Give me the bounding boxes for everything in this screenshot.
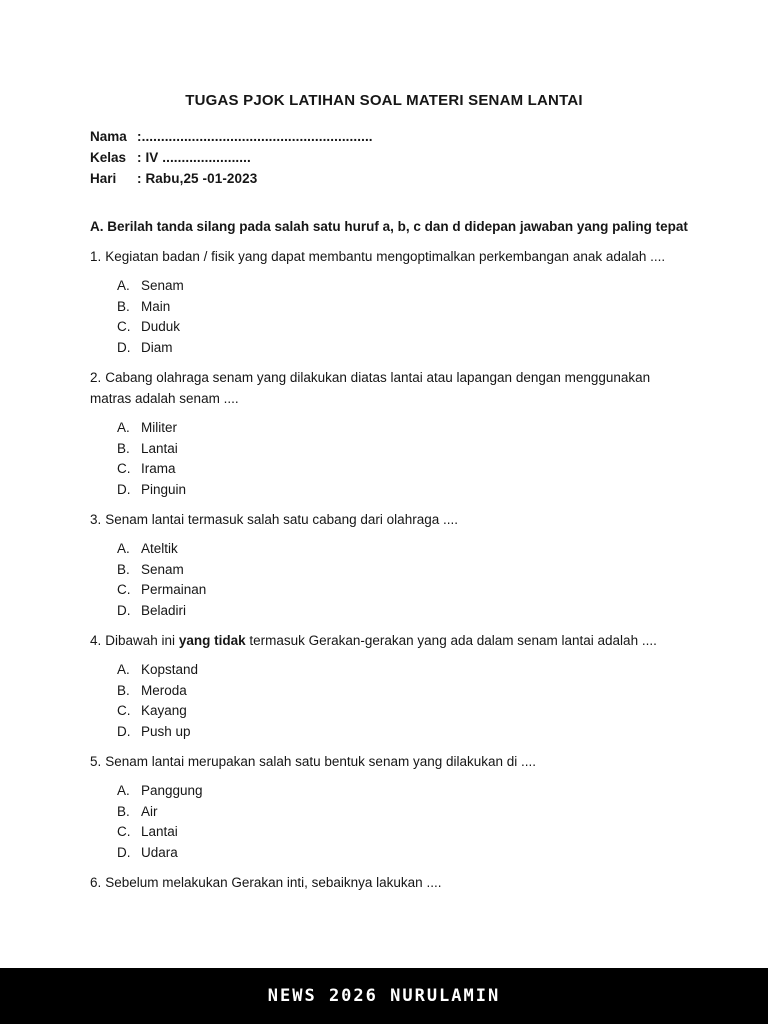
question-text-part: Sebelum melakukan Gerakan inti, sebaiknya lakukan .... (105, 875, 442, 890)
field-row-hari (90, 168, 718, 189)
question-text (90, 872, 715, 893)
option-letter: D. (117, 602, 131, 618)
question-text-part: Kegiatan badan / fisik yang dapat membantu mengoptimalkan perkembangan anak adalah .... (105, 249, 666, 264)
question-text (90, 751, 715, 772)
option-row (117, 781, 718, 802)
option-letter: C. (117, 824, 131, 839)
question-number: 6. (90, 875, 102, 890)
field-row-kelas (90, 147, 718, 168)
option-letter: B. (117, 682, 130, 698)
question-number: 3. (90, 512, 102, 527)
option-row (117, 681, 718, 702)
option-letter: B. (117, 440, 130, 456)
field-row-nama (90, 126, 718, 147)
options-list (117, 276, 718, 358)
question-text (90, 630, 715, 651)
option-label: Lantai (141, 440, 178, 456)
option-letter: D. (117, 339, 131, 355)
option-row (117, 802, 718, 823)
option-letter: C. (117, 703, 131, 718)
question-block-4 (90, 630, 718, 742)
question-text-part: Senam lantai termasuk salah satu cabang dari olahraga .... (105, 512, 458, 527)
question-text-part: Senam lantai merupakan salah satu bentuk senam yang dilakukan di .... (105, 754, 537, 769)
question-number: 2. (90, 370, 102, 385)
options-list (117, 418, 718, 500)
field-value-kelas: : IV ....................... (137, 150, 251, 165)
question-number: 4. (90, 633, 102, 648)
option-row (117, 276, 718, 297)
footer-text: NEWS 2026 NURULAMIN (267, 986, 501, 1006)
option-letter: C. (117, 461, 131, 476)
question-text-part: termasuk Gerakan-gerakan yang ada dalam senam lantai adalah .... (245, 633, 657, 648)
question-block-3 (90, 509, 718, 621)
option-letter: A. (117, 278, 130, 293)
option-letter: A. (117, 783, 130, 798)
option-row (117, 297, 718, 318)
field-label-kelas: Kelas (90, 150, 127, 165)
option-letter: D. (117, 723, 131, 739)
page-title: TUGAS PJOK LATIHAN SOAL MATERI SENAM LANTAI (185, 92, 583, 109)
options-list (117, 660, 718, 742)
option-row (117, 439, 718, 460)
question-text-bold: yang tidak (178, 633, 246, 648)
options-list (117, 539, 718, 621)
option-row (117, 338, 718, 359)
question-block-1 (90, 246, 718, 358)
question-block-6 (90, 872, 718, 893)
option-letter: C. (117, 582, 131, 597)
option-letter: D. (117, 481, 131, 497)
option-label: Kayang (141, 703, 187, 718)
option-letter: D. (117, 844, 131, 860)
option-row (117, 843, 718, 864)
question-block-2 (90, 367, 718, 500)
option-label: Irama (141, 461, 176, 476)
option-row (117, 722, 718, 743)
student-info-fields (90, 126, 718, 189)
question-block-5 (90, 751, 718, 863)
option-row (117, 539, 718, 560)
option-label: Main (141, 298, 171, 314)
option-label: Permainan (141, 582, 207, 597)
option-letter: A. (117, 541, 130, 556)
option-row (117, 480, 718, 501)
question-number: 5. (90, 754, 102, 769)
option-row (117, 580, 718, 601)
option-letter: C. (117, 319, 131, 334)
option-label: Militer (141, 420, 177, 435)
option-label: Ateltik (141, 541, 178, 556)
option-label: Pinguin (141, 481, 187, 497)
option-row (117, 317, 718, 338)
option-label: Push up (141, 723, 191, 739)
option-label: Senam (141, 278, 184, 293)
option-row (117, 601, 718, 622)
footer-bar (0, 968, 768, 1024)
question-text (90, 509, 715, 530)
option-label: Air (141, 803, 158, 819)
question-text-part: Cabang olahraga senam yang dilakukan diatas lantai atau lapangan dengan menggunakan matras adalah senam .... (90, 370, 651, 406)
option-letter: B. (117, 803, 130, 819)
field-value-nama: :............................................................ (137, 129, 373, 144)
option-row (117, 560, 718, 581)
field-label-nama: Nama (90, 129, 127, 144)
option-label: Beladiri (141, 602, 187, 618)
option-row (117, 822, 718, 843)
options-list (117, 781, 718, 863)
option-row (117, 459, 718, 480)
option-label: Panggung (141, 783, 203, 798)
question-text (90, 246, 715, 267)
section-a-heading: A. Berilah tanda silang pada salah satu huruf a, b, c dan d didepan jawaban yang paling tepat (90, 219, 688, 234)
option-label: Duduk (141, 319, 181, 334)
field-label-hari: Hari (90, 171, 117, 186)
option-label: Udara (141, 844, 178, 860)
option-row (117, 701, 718, 722)
option-letter: A. (117, 420, 130, 435)
option-row (117, 660, 718, 681)
question-text-part: Dibawah ini (105, 633, 179, 648)
field-value-hari: : Rabu,25 -01-2023 (137, 171, 258, 186)
option-label: Diam (141, 339, 173, 355)
option-label: Senam (141, 561, 184, 577)
option-label: Kopstand (141, 662, 199, 677)
question-number: 1. (90, 249, 102, 264)
question-text (90, 367, 665, 409)
option-label: Meroda (141, 682, 187, 698)
option-label: Lantai (141, 824, 178, 839)
option-row (117, 418, 718, 439)
option-letter: B. (117, 298, 130, 314)
option-letter: A. (117, 662, 130, 677)
option-letter: B. (117, 561, 130, 577)
